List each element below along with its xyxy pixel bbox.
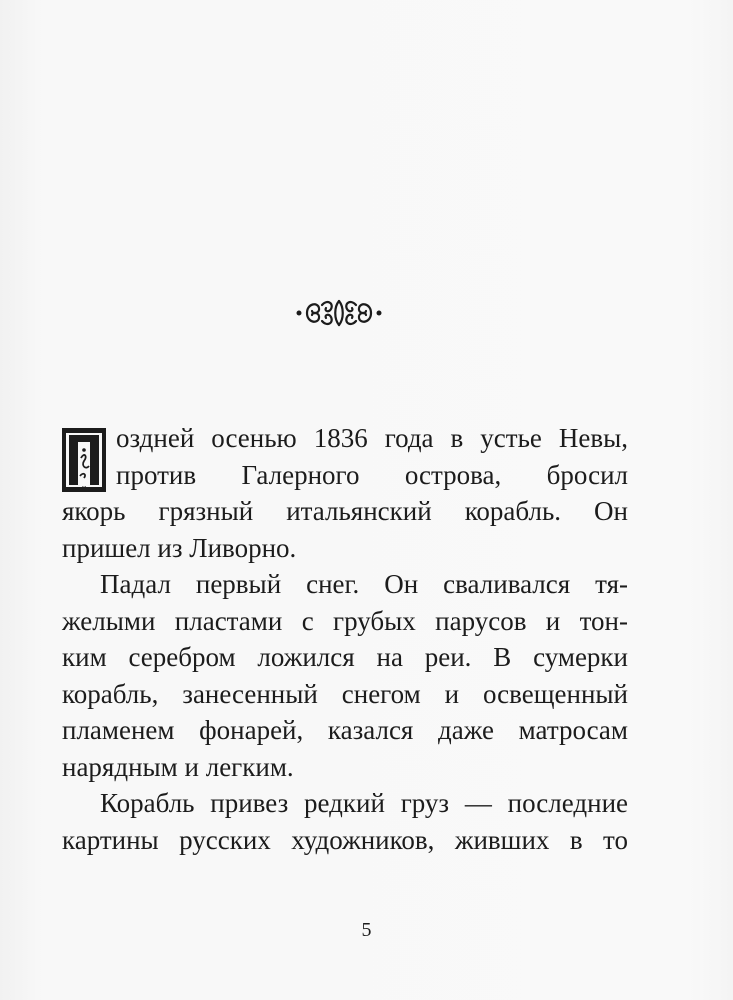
text-line: якорь грязный итальянский корабль. Он xyxy=(62,496,628,526)
text-line: ким серебром ложился на реи. В сумерки xyxy=(62,642,628,672)
text-line: корабль, занесенный снегом и освещенный xyxy=(62,678,628,709)
text-line: желыми пластами с грубых парусов и тон- xyxy=(62,605,628,636)
text-line: пришел из Ливорно. xyxy=(62,532,297,563)
text-line: Корабль привез редкий груз — последние xyxy=(100,788,628,818)
text-line: оздней осенью 1836 года в устье Невы, xyxy=(116,423,628,453)
text-line: Падал первый снег. Он сваливался тя- xyxy=(100,569,628,599)
text-line: против Галерного острова, бросил xyxy=(116,459,628,490)
text-line: нарядным и легким. xyxy=(62,751,294,782)
page-number: 5 xyxy=(361,919,372,941)
body-text xyxy=(62,420,628,858)
drop-cap-letter xyxy=(62,428,106,492)
text-line: картины русских художников, живших в то xyxy=(62,824,628,855)
drop-cap-glyph: П xyxy=(81,486,87,492)
scroll-ornament-icon xyxy=(294,293,384,333)
text-line: пламенем фонарей, казался даже матросам xyxy=(62,715,628,745)
